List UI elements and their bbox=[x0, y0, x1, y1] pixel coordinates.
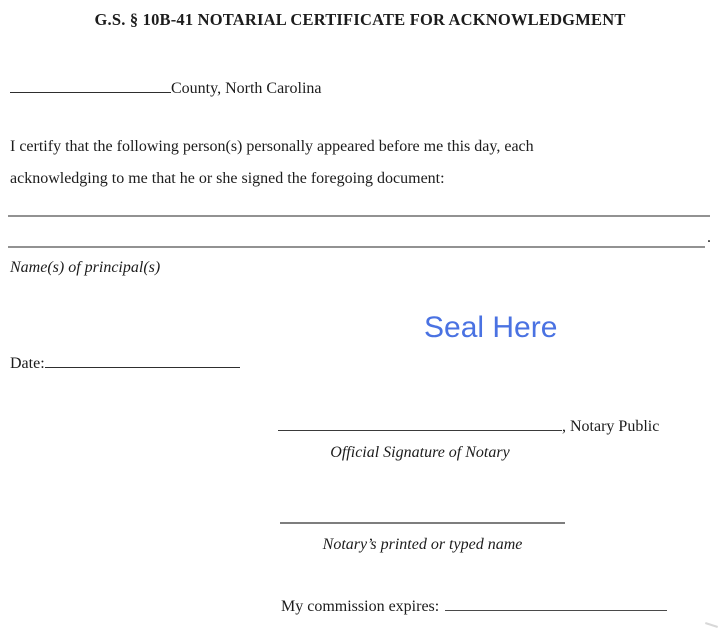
principal-names-field-line-1[interactable] bbox=[8, 215, 710, 217]
printed-name-caption: Notary’s printed or typed name bbox=[322, 536, 523, 553]
commission-row bbox=[281, 594, 667, 618]
seal-here-annotation[interactable]: Seal Here bbox=[424, 311, 558, 344]
county-row bbox=[10, 76, 322, 101]
county-input-field[interactable] bbox=[10, 76, 171, 93]
page-title: G.S. § 10B-41 NOTARIAL CERTIFICATE FOR ACKNOWLEDGMENT bbox=[94, 10, 626, 29]
commission-date-field[interactable] bbox=[445, 594, 667, 611]
date-row bbox=[10, 351, 240, 375]
notary-public-label: , Notary Public bbox=[562, 418, 660, 435]
notary-printed-name-field[interactable] bbox=[280, 522, 565, 524]
date-input-field[interactable] bbox=[45, 351, 240, 368]
line-end-period: . bbox=[707, 229, 711, 246]
county-label: County, North Carolina bbox=[171, 80, 322, 97]
signature-row bbox=[278, 414, 659, 439]
official-signature-caption: Official Signature of Notary bbox=[330, 444, 510, 461]
corner-artifact bbox=[705, 622, 718, 628]
notary-signature-field[interactable] bbox=[278, 414, 562, 431]
certify-paragraph: I certify that the following person(s) personally appeared before me this day, each acknowledging to me that he or she signed the foregoing document: bbox=[10, 138, 534, 187]
commission-label: My commission expires: bbox=[281, 598, 440, 615]
principals-caption: Name(s) of principal(s) bbox=[10, 259, 161, 276]
principal-names-field-line-2[interactable] bbox=[8, 246, 705, 248]
date-label: Date: bbox=[10, 355, 45, 372]
